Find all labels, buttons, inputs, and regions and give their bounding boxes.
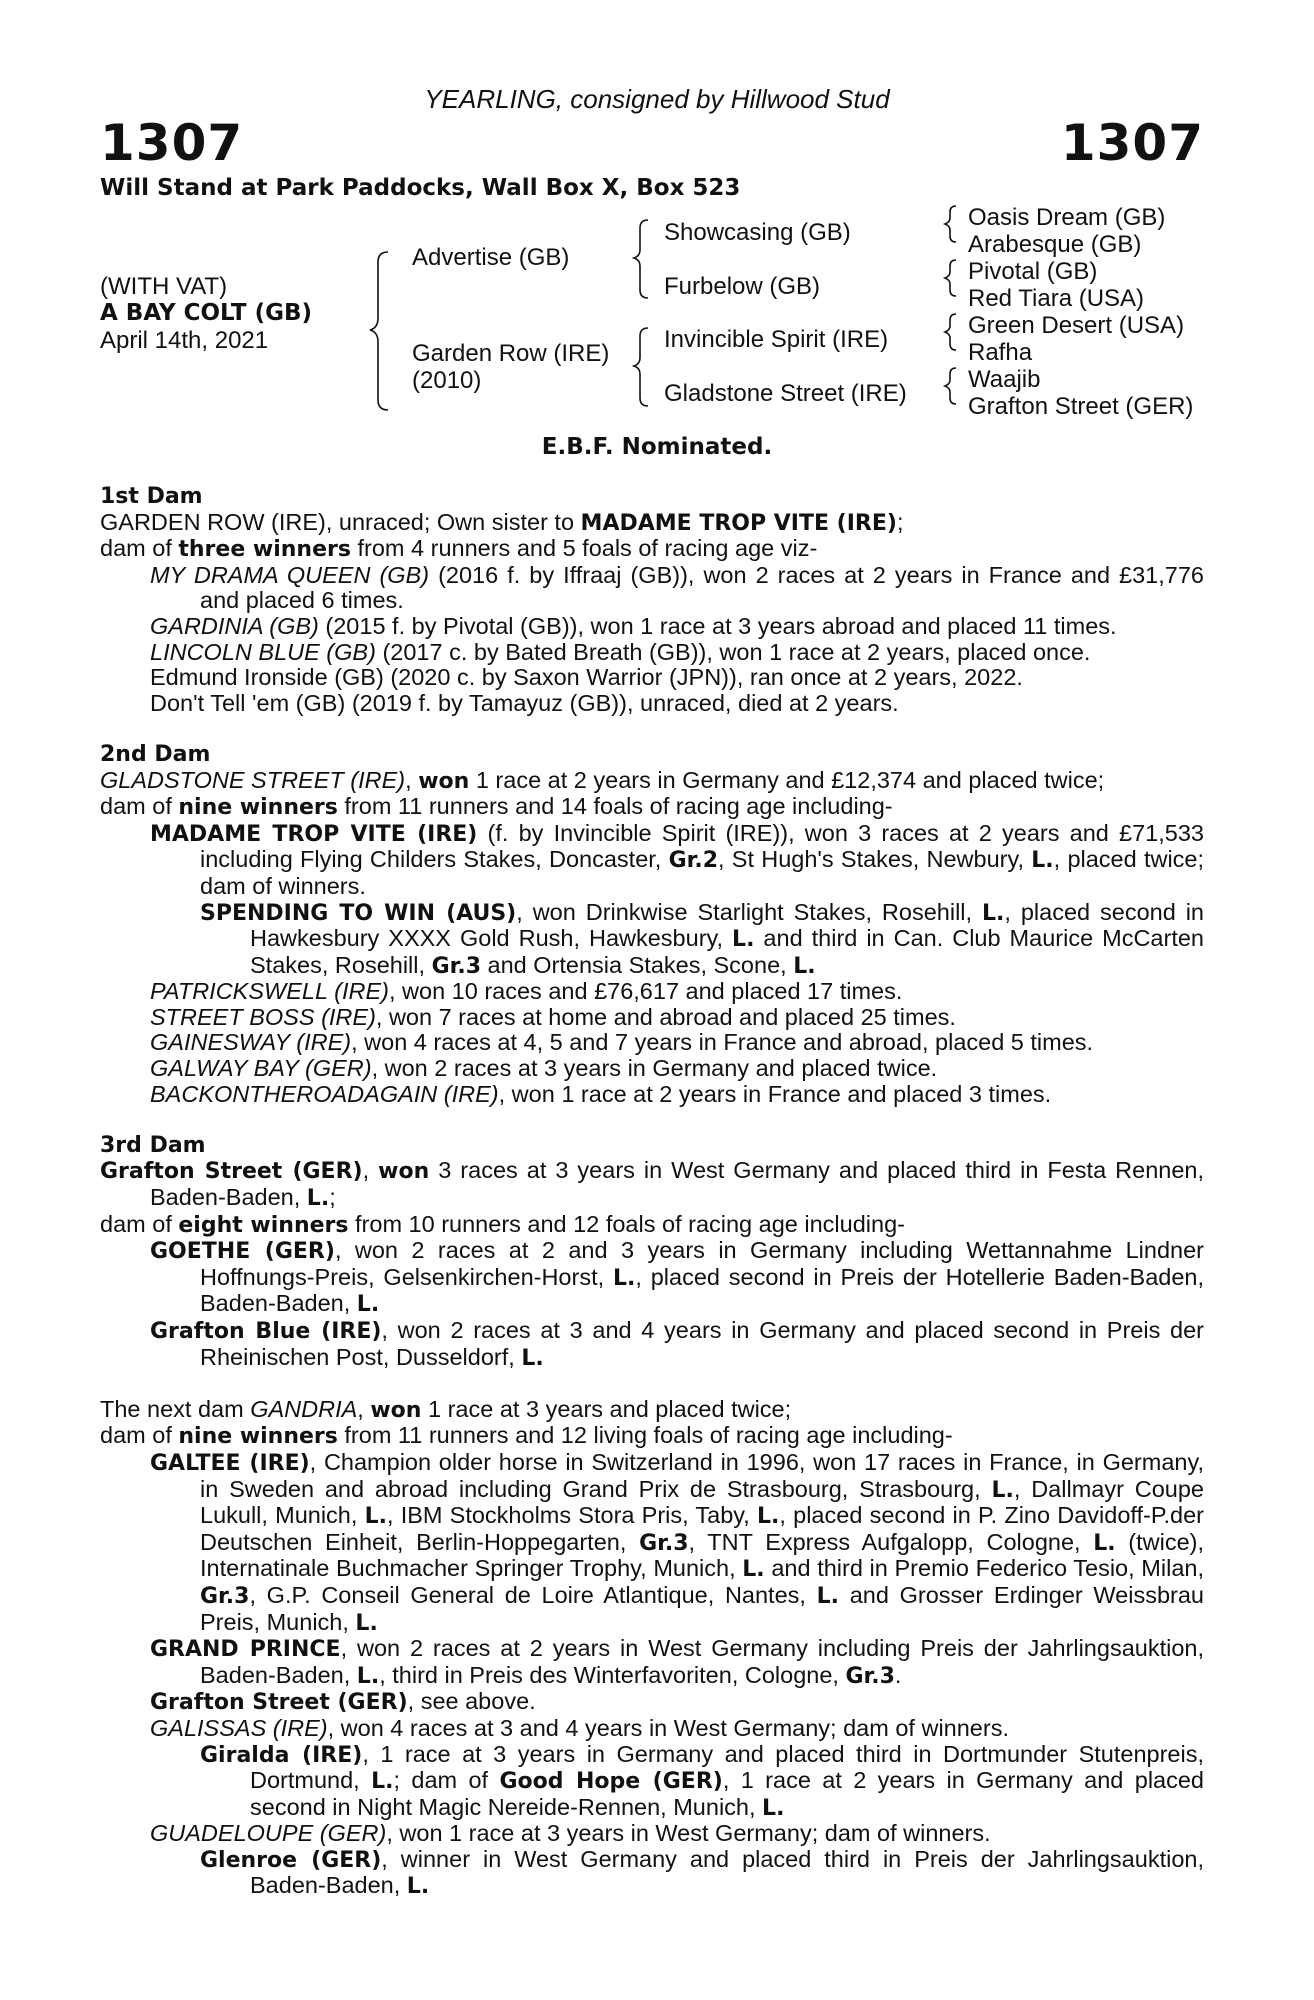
text-run: ; dam of <box>393 1767 500 1794</box>
lot-number-left: 1307 <box>100 114 244 172</box>
dam-year: (2010) <box>412 367 482 394</box>
third-dam-heading: 3rd Dam <box>100 1132 206 1158</box>
horse-ref: GRAND PRINCE <box>150 1637 341 1663</box>
horse-ref: MADAME TROP VITE (IRE) <box>580 510 897 536</box>
text-run: , St Hugh's Stakes, Newbury, <box>718 846 1032 873</box>
grade-mark: L. <box>732 927 755 953</box>
text-run: from 4 runners and 5 foals of racing age viz- <box>350 535 818 562</box>
text-run: (2015 f. by Pivotal (GB)), won 1 race at 3 years abroad and placed 11 times. <box>318 612 1117 639</box>
produce-entry <box>100 665 1204 691</box>
text-run: from 11 runners and 12 living foals of racing age including- <box>337 1422 953 1449</box>
grade-mark: L. <box>371 1769 394 1795</box>
consignor-subtitle: YEARLING, consigned by Hillwood Stud <box>424 84 890 114</box>
second-dam-heading: 2nd Dam <box>100 741 211 767</box>
text-run: , placed second in Hawkesbury XXXX Gold Rush, Hawkesbury, <box>250 898 1204 952</box>
sire: Advertise (GB) <box>412 244 570 271</box>
grade-mark: L. <box>1031 848 1054 874</box>
text-run: , placed second in Preis der Hotellerie Baden-Baden, Baden-Baden, <box>200 1263 1204 1317</box>
horse-ref: GARDINIA (GB) <box>150 612 319 639</box>
grade-mark: L. <box>816 1583 840 1609</box>
grade-mark: L. <box>306 1186 330 1212</box>
text-run: won <box>370 1397 422 1423</box>
grade-mark: L. <box>757 1504 780 1530</box>
produce-entry <box>100 1847 1204 1900</box>
foaling-date: April 14th, 2021 <box>100 327 269 354</box>
dam: Garden Row (IRE) <box>412 340 610 367</box>
text-run: 1 race at 3 years and placed twice; <box>421 1395 792 1422</box>
sire-sire: Showcasing (GB) <box>664 219 851 246</box>
text-run: , won 4 races at 4, 5 and 7 years in France and abroad, placed 5 times. <box>351 1029 1094 1056</box>
text-run: , won 10 races and £76,617 and placed 17 times. <box>388 978 903 1005</box>
text-run: , won 7 races at home and abroad and placed 25 times. <box>375 1003 956 1030</box>
grandparent-2: Arabesque (GB) <box>968 231 1142 258</box>
text-run: and Ortensia Stakes, Scone, <box>481 951 794 978</box>
produce-entry <box>100 1056 1204 1082</box>
horse-ref: Grafton Street (GER) <box>150 1690 408 1716</box>
horse-ref: GAINESWAY (IRE) <box>150 1029 352 1056</box>
grade-mark: Gr.3 <box>639 1530 689 1556</box>
produce-entry <box>100 1030 1204 1056</box>
grandparent-5: Green Desert (USA) <box>968 312 1185 339</box>
horse-ref: PATRICKSWELL (IRE) <box>150 978 389 1005</box>
text-run: won <box>418 768 470 794</box>
produce-entry <box>100 1082 1204 1108</box>
horse-ref: GOETHE (GER) <box>150 1239 335 1265</box>
text-run: (2016 f. by Iffraaj (GB)), won 2 races at 2 years in France and £31,776 and placed 6 times. <box>200 561 1204 614</box>
grade-mark: L. <box>356 1292 380 1318</box>
winners-count: eight winners <box>178 1212 349 1238</box>
text-run: , <box>362 1157 379 1184</box>
text-run: won <box>378 1159 430 1185</box>
grade-mark: Gr.2 <box>668 848 719 874</box>
text-run: , won 4 races at 3 and 4 years in West Germany; dam of winners. <box>327 1714 1009 1741</box>
text-run: Don't Tell 'em (GB) (2019 f. by Tamayuz (GB)), unraced, died at 2 years. <box>150 689 899 716</box>
horse-ref: MADAME TROP VITE (IRE) <box>150 821 478 847</box>
produce-entry <box>100 1005 1204 1031</box>
text-run: dam of <box>100 1422 179 1449</box>
text-run: (f. by Invincible Spirit (IRE)), won 3 races at 2 years and £71,533 including Flying Childers Stakes, Doncaster, <box>200 819 1204 873</box>
produce-entry <box>100 563 1204 614</box>
grade-mark: L. <box>991 1477 1014 1503</box>
grade-mark: L. <box>612 1265 636 1291</box>
text-run: dam of <box>100 1210 179 1237</box>
text-run: and third in Premio Federico Tesio, Milan, <box>764 1555 1204 1582</box>
grade-mark: L. <box>355 1610 378 1636</box>
ebf-nominated: E.B.F. Nominated. <box>541 434 773 460</box>
horse-ref: BACKONTHEROADAGAIN (IRE) <box>150 1080 499 1107</box>
text-run: , Dallmayr Coupe Lukull, Munich, <box>200 1475 1204 1529</box>
text-run: , 1 race at 2 years in Germany and placed second in Night Magic Nereide-Rennen, Munich, <box>250 1767 1204 1820</box>
third-dam-line <box>100 1158 1204 1211</box>
text-run: , winner in West Germany and placed third in Preis der Jahrlingsauktion, Baden-Baden, <box>250 1845 1204 1899</box>
text-run: , won 2 races at 2 years in West Germany including Preis der Jahrlingsauktion, Baden-Baden, <box>200 1635 1204 1688</box>
winners-count: nine winners <box>178 795 338 821</box>
next-dam-produce-summary <box>100 1423 1204 1450</box>
grade-mark: L. <box>356 1663 380 1689</box>
grade-mark: L. <box>762 1795 785 1821</box>
text-run: , placed second in P. Zino Davidoff-P.der Deutschen Einheit, Berlin-Hoppegarten, <box>200 1502 1205 1555</box>
text-run: , won 1 race at 2 years in France and placed 3 times. <box>498 1080 1052 1107</box>
text-run: GARDEN ROW (IRE), unraced; Own sister to <box>100 508 581 535</box>
grade-mark: L. <box>1093 1530 1116 1556</box>
grade-mark: L. <box>406 1874 430 1900</box>
produce-entry <box>100 691 1204 717</box>
text-run: (2017 c. by Bated Breath (GB)), won 1 race at 2 years, placed once. <box>375 638 1091 665</box>
grade-mark: Gr.3 <box>200 1583 250 1609</box>
horse-ref: Grafton Blue (IRE) <box>150 1319 382 1344</box>
winners-count: three winners <box>178 537 351 563</box>
text-run: , 1 race at 3 years in Germany and placed third in Dortmunder Stutenpreis, Dortmund, <box>250 1740 1204 1794</box>
produce-entry <box>100 979 1204 1005</box>
grade-mark: L. <box>521 1345 544 1371</box>
text-run: , Champion older horse in Switzerland in 1996, won 17 races in France, in Germany, in Sweden and abroad including Grand Prix de Strasbourg, Strasbourg, <box>200 1448 1204 1502</box>
produce-entry <box>100 1450 1204 1636</box>
text-run: , won 2 races at 3 years in Germany and placed twice. <box>371 1055 938 1082</box>
first-dam-line <box>100 510 1204 537</box>
text-run: 1 race at 2 years in Germany and £12,374 and placed twice; <box>469 766 1105 793</box>
grandparent-3: Pivotal (GB) <box>968 258 1098 285</box>
horse-ref: GALTEE (IRE) <box>150 1450 310 1476</box>
text-run: from 11 runners and 14 foals of racing age including- <box>337 793 893 820</box>
produce-entry <box>100 1318 1204 1371</box>
grade-mark: L. <box>793 953 816 979</box>
text-run: and Grosser Erdinger Weissbrau Preis, Munich, <box>200 1581 1204 1635</box>
text-run: dam of <box>100 793 179 820</box>
produce-entry <box>100 1636 1204 1689</box>
text-run: , won 2 races at 2 and 3 years in Germany including Wettannahme Lindner Hoffnungs-Preis, Gelsenkirchen-Horst, <box>200 1237 1204 1290</box>
text-run: and third in Can. Club Maurice McCarten Stakes, Rosehill, <box>250 925 1204 978</box>
produce-entry <box>100 614 1204 640</box>
text-run: 3 races at 3 years in West Germany and placed third in Festa Rennen, Baden-Baden, <box>150 1157 1205 1211</box>
horse-ref: GLADSTONE STREET (IRE) <box>100 766 406 793</box>
text-run: ; <box>329 1184 336 1211</box>
grandparent-8: Grafton Street (GER) <box>968 393 1194 420</box>
vat-note: (WITH VAT) <box>100 273 228 300</box>
grade-mark: Gr.3 <box>845 1663 895 1689</box>
produce-entry <box>100 1821 1204 1847</box>
horse-ref: GALISSAS (IRE) <box>150 1714 328 1741</box>
horse-ref: GANDRIA <box>250 1395 358 1422</box>
produce-entry <box>100 900 1204 980</box>
second-dam-produce-summary <box>100 794 1204 821</box>
text-run: (twice), Internatinale Buchmacher Springer Trophy, Munich, <box>200 1528 1205 1582</box>
produce-entry <box>100 1716 1204 1742</box>
text-run: , TNT Express Aufgalopp, Cologne, <box>688 1528 1094 1555</box>
third-dam-produce-summary <box>100 1212 1204 1239</box>
text-run: , G.P. Conseil General de Loire Atlantique, Nantes, <box>249 1581 817 1608</box>
dam-dam: Gladstone Street (IRE) <box>664 380 907 407</box>
text-run: , won 2 races at 3 and 4 years in Germany and placed second in Preis der Rheinischen Post, Dusseldorf, <box>200 1317 1205 1370</box>
pedigree-notes <box>100 484 1204 1900</box>
horse-ref: STREET BOSS (IRE) <box>150 1003 376 1030</box>
grade-mark: L. <box>364 1504 387 1530</box>
horse-ref: Giralda (IRE) <box>200 1742 363 1768</box>
horse-ref: Grafton Street (GER) <box>100 1159 363 1185</box>
produce-entry <box>100 821 1204 900</box>
lot-number-right: 1307 <box>1060 114 1204 172</box>
text-run: Edmund Ironside (GB) (2020 c. by Saxon Warrior (JPN)), ran once at 2 years, 2022. <box>150 664 1023 691</box>
text-run: , placed twice; dam of winners. <box>200 846 1205 899</box>
text-run: , won 1 race at 3 years in West Germany; dam of winners. <box>386 1820 991 1847</box>
text-run: The next dam <box>100 1395 251 1422</box>
horse-ref: SPENDING TO WIN (AUS) <box>200 900 517 926</box>
text-run: , see above. <box>407 1688 536 1715</box>
text-run: , <box>405 766 419 793</box>
horse-ref: LINCOLN BLUE (GB) <box>150 638 376 665</box>
text-run: , IBM Stockholms Stora Pris, Taby, <box>386 1502 758 1529</box>
horse-ref: GALWAY BAY (GER) <box>150 1055 372 1082</box>
produce-entry <box>100 640 1204 666</box>
first-dam-produce-summary <box>100 536 1204 563</box>
produce-entry <box>100 1238 1204 1318</box>
first-dam-heading: 1st Dam <box>100 484 203 509</box>
horse-name: A BAY COLT (GB) <box>100 300 313 326</box>
text-run: dam of <box>100 535 179 562</box>
produce-entry <box>100 1689 1204 1716</box>
text-run: , third in Preis des Winterfavoriten, Cologne, <box>379 1661 846 1688</box>
horse-ref: Good Hope (GER) <box>499 1769 723 1795</box>
winners-count: nine winners <box>178 1424 338 1450</box>
grade-mark: Gr.3 <box>431 953 481 979</box>
stand-location: Will Stand at Park Paddocks, Wall Box X, Box 523 <box>100 175 741 201</box>
horse-ref: Glenroe (GER) <box>200 1847 382 1873</box>
grandparent-7: Waajib <box>968 366 1041 393</box>
text-run: , won Drinkwise Starlight Stakes, Rosehill, <box>516 898 982 925</box>
produce-entry <box>100 1742 1204 1822</box>
grandparent-4: Red Tiara (USA) <box>968 285 1145 312</box>
text-run: from 10 runners and 12 foals of racing age including- <box>348 1210 905 1237</box>
second-dam-line <box>100 768 1204 795</box>
sire-dam: Furbelow (GB) <box>664 273 821 300</box>
horse-ref: MY DRAMA QUEEN (GB) <box>150 561 430 588</box>
text-run: ; <box>896 508 904 535</box>
grandparent-6: Rafha <box>968 339 1033 366</box>
text-run: , <box>357 1395 371 1422</box>
grade-mark: L. <box>981 900 1005 926</box>
grade-mark: L. <box>742 1557 765 1583</box>
horse-ref: GUADELOUPE (GER) <box>150 1820 387 1847</box>
next-dam-line <box>100 1397 1204 1424</box>
dam-sire: Invincible Spirit (IRE) <box>664 326 889 353</box>
grandparent-1: Oasis Dream (GB) <box>968 204 1166 231</box>
text-run: . <box>894 1661 902 1688</box>
